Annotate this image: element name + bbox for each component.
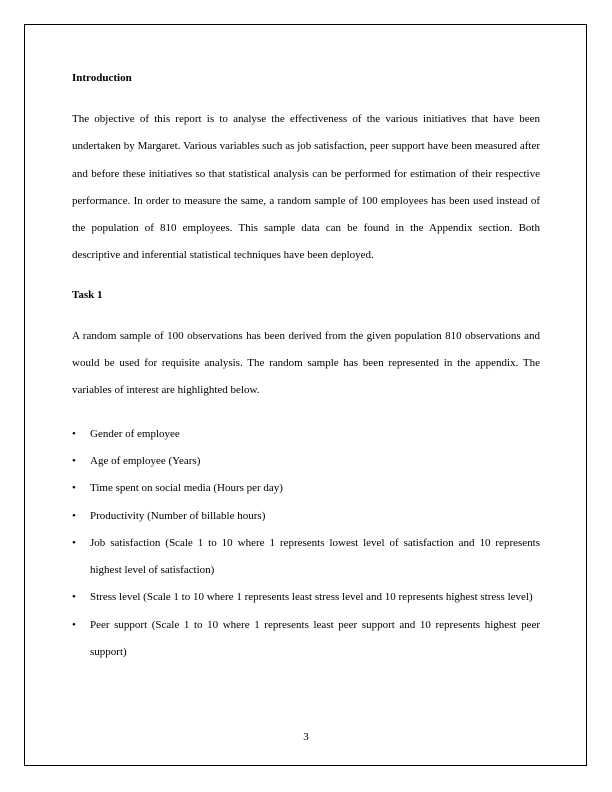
list-item xyxy=(72,421,540,448)
list-item xyxy=(72,503,540,530)
list-item-text: Gender of employee xyxy=(90,427,180,440)
list-item-text: Job satisfaction (Scale 1 to 10 where 1 represents lowest level of satisfaction and 10 represents highest level of satisfaction) xyxy=(90,536,540,577)
list-item-text: Age of employee (Years) xyxy=(90,454,201,467)
document-body xyxy=(72,69,540,666)
bullet-icon: • xyxy=(72,482,76,495)
list-item-text: Time spent on social media (Hours per day) xyxy=(90,482,283,495)
variables-list xyxy=(72,421,540,667)
bullet-icon: • xyxy=(72,618,76,631)
introduction-paragraph: The objective of this report is to analyse the effectiveness of the various initiatives that have been undertaken by Margaret. Various variables such as job satisfaction, peer support have been measured after and before these initiatives so that statistical analysis can be performed for estimation of their respective performance. In order to measure the same, a random sample of 100 employees has been used instead of the population of 810 employees. This sample data can be found in the Appendix section. Both descriptive and inferential statistical techniques have been deployed. xyxy=(72,113,540,262)
bullet-icon: • xyxy=(72,536,76,549)
list-item xyxy=(72,612,540,667)
introduction-heading: Introduction xyxy=(72,72,132,84)
page-number: 3 xyxy=(303,731,309,743)
task1-paragraph: A random sample of 100 observations has been derived from the given population 810 observations and would be used for requisite analysis. The random sample has been represented in the appendix. The variables of interest are highlighted below. xyxy=(72,329,540,397)
bullet-icon: • xyxy=(72,591,76,604)
task1-heading: Task 1 xyxy=(72,288,103,301)
list-item xyxy=(72,584,540,611)
list-item-text: Stress level (Scale 1 to 10 where 1 represents least stress level and 10 represents highest stress level) xyxy=(90,591,533,604)
bullet-icon: • xyxy=(72,454,76,467)
bullet-icon: • xyxy=(72,509,76,522)
list-item-text: Productivity (Number of billable hours) xyxy=(90,509,266,522)
list-item-text: Peer support (Scale 1 to 10 where 1 represents least peer support and 10 represents highest peer support) xyxy=(90,618,540,659)
bullet-icon: • xyxy=(72,427,76,440)
list-item xyxy=(72,530,540,585)
list-item xyxy=(72,475,540,502)
list-item xyxy=(72,448,540,475)
